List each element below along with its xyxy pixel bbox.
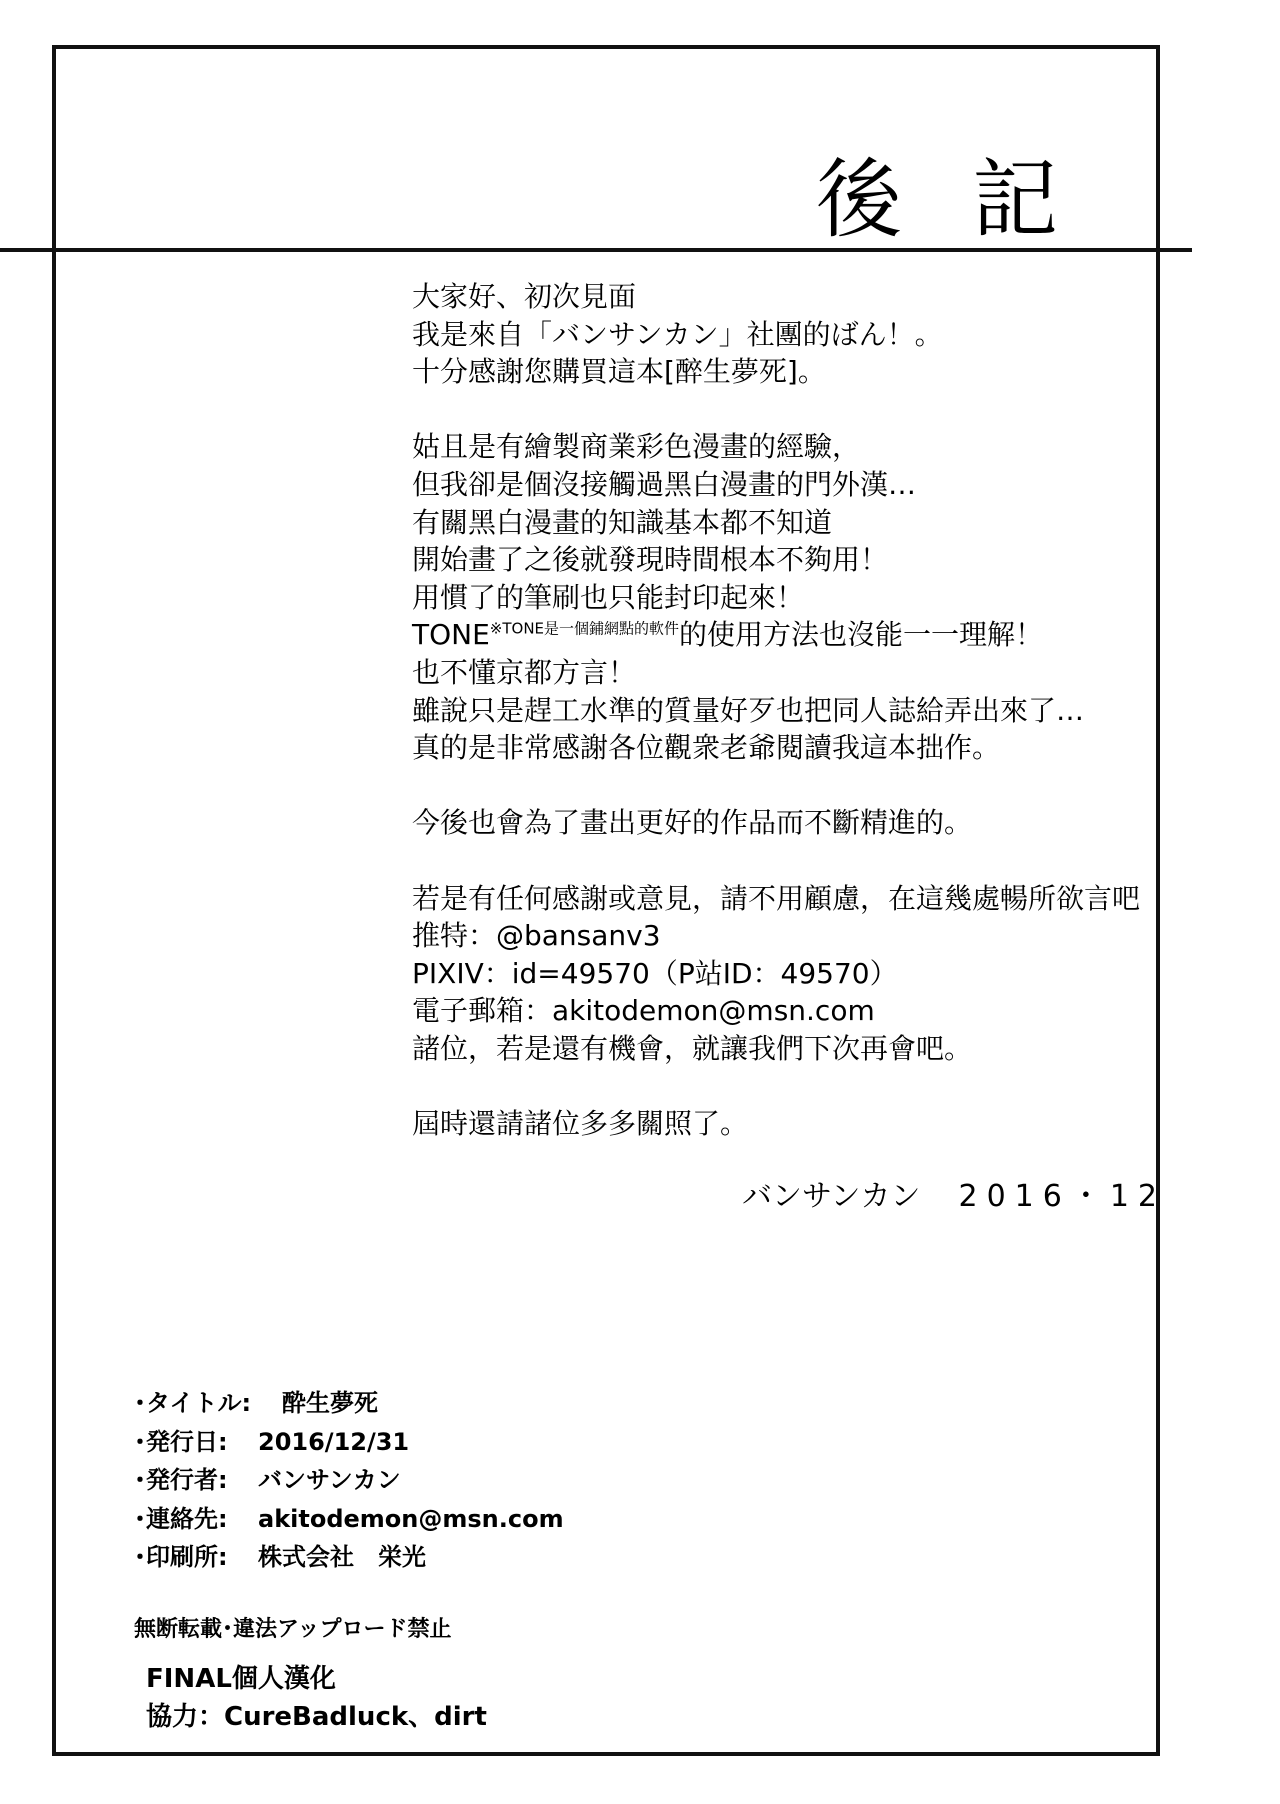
tone-line — [412, 616, 1202, 654]
assistance-credit: 協力：CureBadluck、dirt — [146, 1702, 487, 1732]
contact-paragraph — [412, 880, 1202, 1068]
colophon-value: バンサンカン — [258, 1466, 401, 1494]
twitter-line: 推特：@bansanv3 — [412, 919, 661, 953]
text-line: 屆時還請諸位多多關照了。 — [412, 1107, 749, 1141]
colophon-value: akitodemon@msn.com — [258, 1504, 564, 1533]
text-line: 我是來自「バンサンカン」社團的ばん！。 — [412, 317, 943, 351]
text-line: 雖說只是趕工水準的質量好歹也把同人誌給弄出來了… — [412, 693, 1085, 727]
colophon-label: ･タイトル: — [134, 1389, 252, 1417]
signature — [742, 1178, 1166, 1216]
text-line: 若是有任何感謝或意見，請不用顧慮，在這幾處暢所欲言吧 — [412, 881, 1141, 915]
text-line: 大家好、初次見面 — [412, 280, 637, 313]
colophon-row — [134, 1500, 564, 1539]
colophon-row — [134, 1423, 564, 1462]
text-line: 有關黑白漫畫的知識基本都不知道 — [412, 505, 833, 539]
greeting-paragraph — [412, 278, 1202, 391]
text-line: 開始畫了之後就發現時間根本不夠用！ — [412, 543, 889, 577]
colophon-value: 2016/12/31 — [258, 1427, 410, 1456]
translation-group: FINAL個人漢化 — [146, 1664, 336, 1694]
tone-footnote: ※TONE是一個鋪網點的軟件 — [489, 620, 680, 639]
colophon-row — [134, 1538, 564, 1577]
tone-prefix: TONE — [412, 618, 490, 652]
colophon-value: 酔生夢死 — [282, 1389, 378, 1417]
text-line: 今後也會為了畫出更好的作品而不斷精進的。 — [412, 806, 973, 840]
colophon-row — [134, 1461, 564, 1500]
text-line: 但我卻是個沒接觸過黑白漫畫的門外漢… — [412, 467, 917, 501]
tone-suffix: 的使用方法也沒能一一理解！ — [679, 618, 1044, 652]
pixiv-line: PIXIV：id=49570（P站ID：49570） — [412, 956, 898, 990]
text-line: 用慣了的筆刷也只能封印起來！ — [412, 580, 805, 614]
translation-credits — [146, 1660, 487, 1736]
future-paragraph — [412, 804, 1202, 842]
text-line: 姑且是有繪製商業彩色漫畫的經驗， — [412, 430, 861, 464]
text-line: 也不懂京都方言！ — [412, 655, 637, 689]
experience-paragraph — [412, 428, 1202, 766]
afterword-body — [412, 278, 1202, 1143]
text-line: 真的是非常感謝各位觀衆老爺閱讀我這本拙作。 — [412, 731, 1001, 765]
copyright-notice: 無断転載･違法アップロード禁止 — [134, 1617, 452, 1642]
text-line: 諸位，若是還有機會，就讓我們下次再會吧。 — [412, 1031, 973, 1065]
closing-paragraph — [412, 1105, 1202, 1143]
colophon-label: ･発行者: — [134, 1466, 228, 1494]
signature-date: 2016・12 — [958, 1179, 1167, 1214]
text-line: 十分感謝您購買這本[醉生夢死]。 — [412, 355, 826, 389]
afterword-heading: 後記 — [816, 150, 1128, 250]
colophon-value: 株式会社 栄光 — [258, 1543, 426, 1571]
signature-circle: バンサンカン — [742, 1179, 921, 1214]
colophon-label: ･連絡先: — [134, 1504, 228, 1533]
email-line: 電子郵箱：akitodemon@msn.com — [412, 994, 875, 1028]
colophon — [134, 1384, 564, 1577]
colophon-label: ･発行日: — [134, 1427, 228, 1456]
colophon-row — [134, 1384, 564, 1423]
colophon-label: ･印刷所: — [134, 1543, 228, 1571]
